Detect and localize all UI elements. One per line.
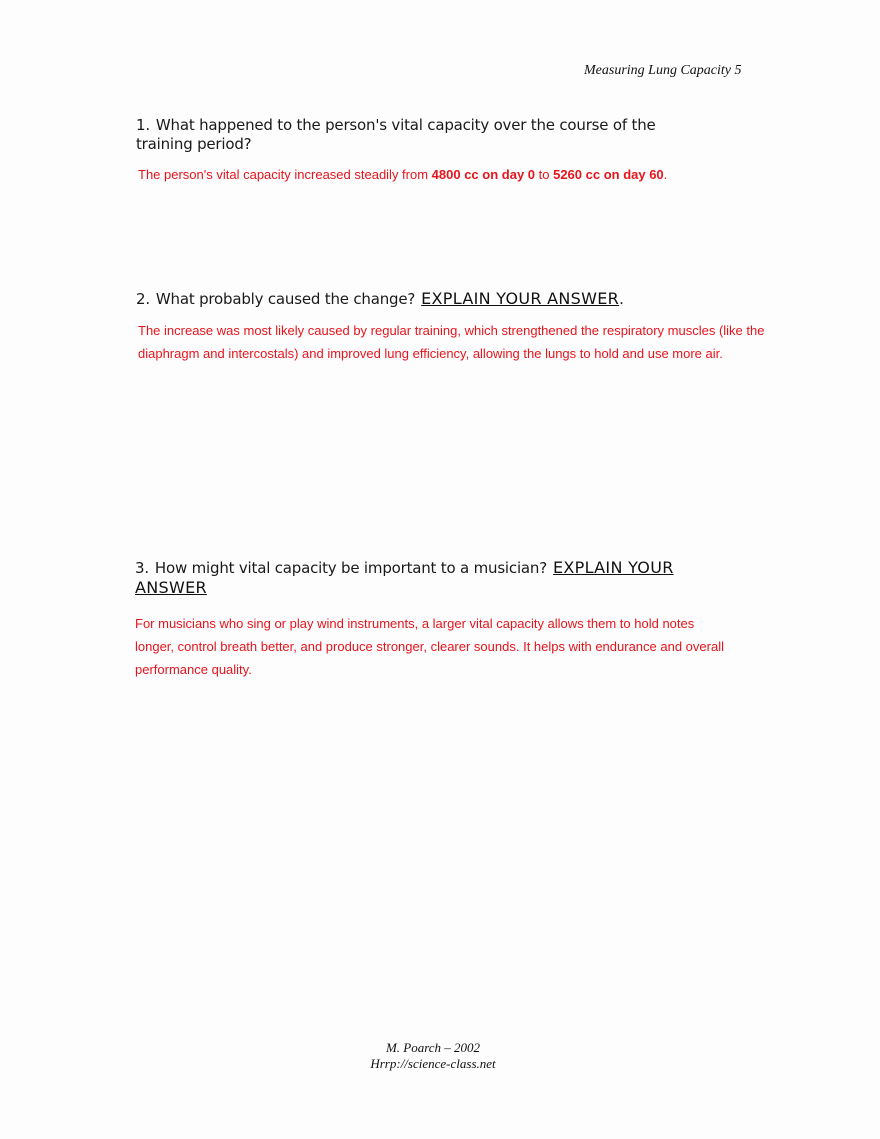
punctuation: . (619, 290, 624, 308)
answer-3: For musicians who sing or play wind instruments, a larger vital capacity allows them to hold notes longer, control breath better, and produce stronger, clearer sounds. It helps with endurance and overall performance quality. (135, 616, 724, 677)
question-2 (136, 289, 776, 309)
question-1 (136, 116, 696, 154)
question-number: 1. (136, 116, 150, 134)
page-footer (0, 1040, 866, 1072)
answer-highlight-end: 5260 cc on day 60 (553, 167, 664, 182)
answer-1 (138, 163, 778, 186)
footer-url: Hrrp://science-class.net (370, 1056, 496, 1071)
explain-emphasis: EXPLAIN YOUR ANSWER (421, 289, 620, 308)
answer-text: to (535, 167, 554, 182)
explain-emphasis-continued: ANSWER (135, 578, 207, 597)
question-3 (135, 558, 695, 598)
question-text: What happened to the person's vital capacity over the course of the training period? (136, 116, 656, 153)
answer-highlight-start: 4800 cc on day 0 (431, 167, 536, 182)
answer-2: The increase was most likely caused by regular training, which strengthened the respiratory muscles (like the diaphragm and intercostals) and improved lung efficiency, allowing the lungs to hold and use more air. (138, 323, 765, 361)
question-text: How might vital capacity be important to a musician? (154, 559, 547, 577)
explain-emphasis: EXPLAIN YOUR (552, 558, 674, 577)
footer-author: M. Poarch – 2002 (385, 1040, 481, 1055)
question-text: What probably caused the change? (155, 290, 416, 308)
question-number: 3. (135, 559, 149, 577)
answer-text: . (663, 167, 668, 182)
page-header-title: Measuring Lung Capacity 5 (584, 63, 742, 78)
answer-text: The person's vital capacity increased steadily from (138, 167, 432, 182)
question-number: 2. (136, 290, 150, 308)
